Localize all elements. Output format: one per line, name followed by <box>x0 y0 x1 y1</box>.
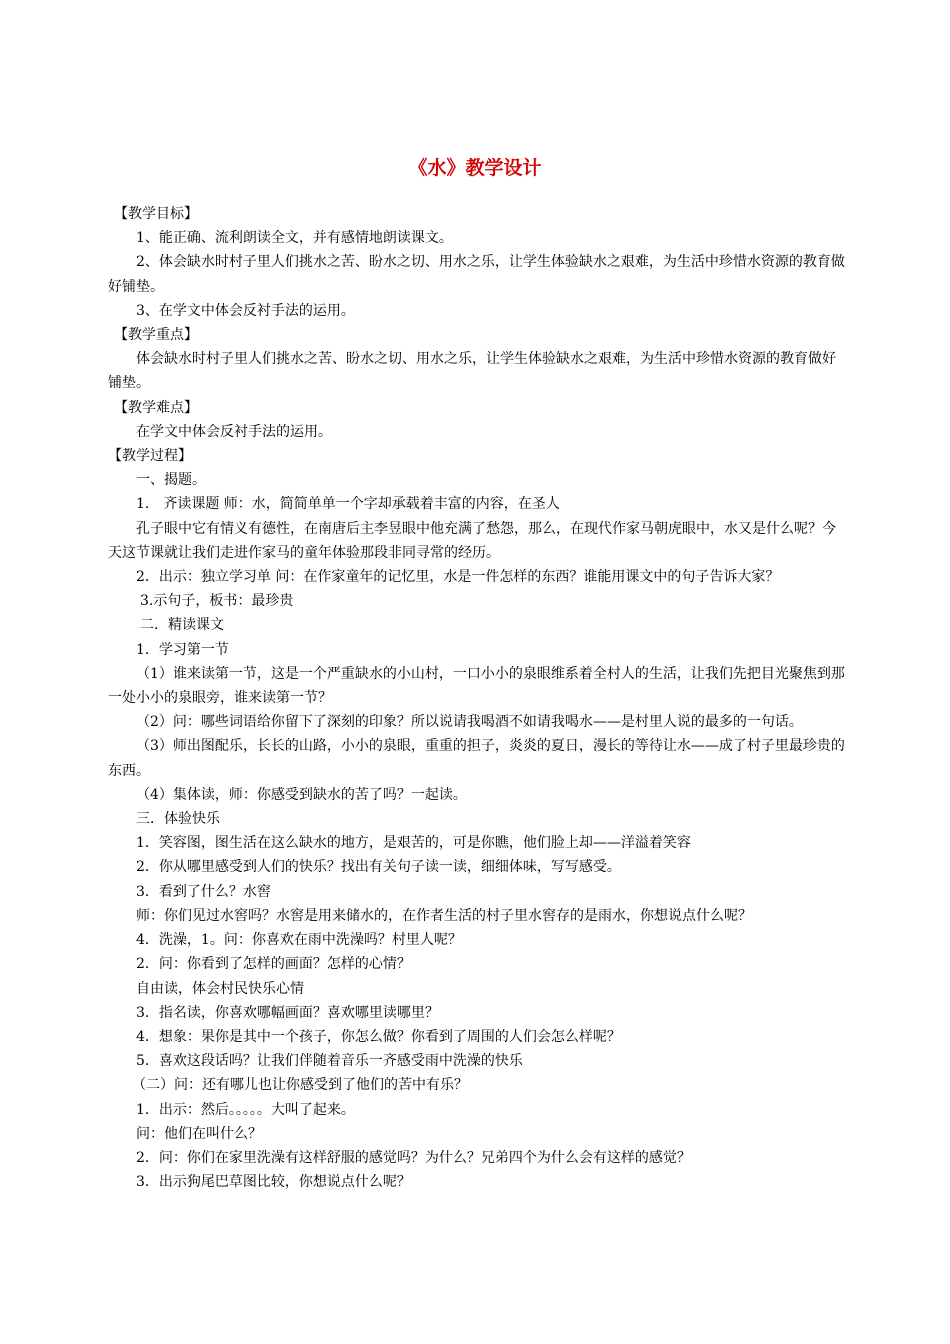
document-title: 《水》教学设计 <box>408 157 542 179</box>
paragraph: 孔子眼中它有情义有德性，在南唐后主李昱眼中他充满了愁怨，那么，在现代作家马朝虎眼中，水又是什么呢？今天这节课就让我们走进作家马的童年体验那段非同寻常的经历。 <box>108 520 836 561</box>
paragraph: 在学文中体会反衬手法的运用。 <box>136 423 332 440</box>
paragraph: 4．想象：果你是其中一个孩子，你怎么做？你看到了周围的人们会怎么样呢？ <box>136 1028 621 1045</box>
paragraph: 3．指名读，你喜欢哪幅画面？喜欢哪里读哪里？ <box>136 1004 439 1021</box>
paragraph: （4）集体读，师：你感受到缺水的苦了吗？一起读。 <box>136 786 467 803</box>
paragraph: 2、体会缺水时村子里人们挑水之苦、盼水之切、用水之乐，让学生体验缺水之艰难，为生活中珍惜水资源的教育做好铺垫。 <box>108 254 845 295</box>
section-heading-process: 【教学过程】 <box>108 448 192 465</box>
paragraph: 3．看到了什么？水窖 <box>136 883 271 900</box>
paragraph: 3、在学文中体会反衬手法的运用。 <box>136 302 355 319</box>
paragraph: 1、能正确、流利朗读全文，并有感情地朗读课文。 <box>136 230 453 247</box>
section-heading-key-points: 【教学重点】 <box>114 327 198 344</box>
paragraph: 3．出示狗尾巴草图比较，你想说点什么呢？ <box>136 1174 411 1191</box>
document-body <box>108 202 846 1194</box>
paragraph: （2）问：哪些词语给你留下了深刻的印象？所以说请我喝酒不如请我喝水——是村里人说的最多的一句话。 <box>136 714 803 731</box>
paragraph: 2．问：你看到了怎样的画面？怎样的心情？ <box>136 956 411 973</box>
paragraph: 1．笑容图，图生活在这么缺水的地方，是艰苦的，可是你瞧，他们脸上却——洋溢着笑容 <box>136 835 691 852</box>
paragraph: （二）问：还有哪儿也让你感受到了他们的苦中有乐？ <box>132 1077 468 1094</box>
paragraph: （1）谁来读第一节，这是一个严重缺水的小山村，一口小小的泉眼维系着全村人的生活，让我们先把目光聚焦到那一处小小的泉眼旁，谁来读第一节？ <box>108 665 845 707</box>
paragraph: 三．体验快乐 <box>136 811 220 828</box>
paragraph: 一、揭题。 <box>136 472 206 489</box>
section-heading-objectives: 【教学目标】 <box>114 206 198 222</box>
paragraph: 2．你从哪里感受到人们的快乐？找出有关句子读一读，细细体味，写写感受。 <box>136 859 621 876</box>
paragraph: 问：他们在叫什么？ <box>136 1125 262 1142</box>
paragraph: 1．学习第一节 <box>136 641 229 658</box>
paragraph: 4．洗澡，1。问：你喜欢在雨中洗澡吗？村里人呢？ <box>136 932 462 949</box>
paragraph: 2．问：你们在家里洗澡有这样舒服的感觉吗？为什么？兄弟四个为什么会有这样的感觉？ <box>136 1149 691 1166</box>
paragraph: （3）师出图配乐，长长的山路，小小的泉眼，重重的担子，炎炎的夏日，漫长的等待让水——成了村子里最珍贵的东西。 <box>108 738 845 779</box>
section-heading-difficulties: 【教学难点】 <box>114 399 198 416</box>
paragraph: 二．精读课文 <box>140 617 224 634</box>
paragraph: 1. 齐读课题 师：水，简简单单一个字却承载着丰富的内容，在圣人 <box>136 496 560 513</box>
paragraph: 体会缺水时村子里人们挑水之苦、盼水之切、用水之乐，让学生体验缺水之艰难，为生活中珍惜水资源的教育做好铺垫。 <box>108 351 836 392</box>
paragraph: 师：你们见过水窖吗？水窖是用来储水的，在作者生活的村子里水窖存的是雨水，你想说点什么呢？ <box>136 907 752 924</box>
paragraph: 3.示句子，板书：最珍贵 <box>140 593 294 610</box>
paragraph: 1．出示：然后。。。。。大叫了起来。 <box>136 1101 355 1118</box>
paragraph: 5．喜欢这段话吗？让我们伴随着音乐一齐感受雨中洗澡的快乐 <box>136 1053 523 1070</box>
paragraph: 自由读，体会村民快乐心情 <box>136 980 304 997</box>
paragraph: 2．出示：独立学习单 问：在作家童年的记忆里，水是一件怎样的东西？谁能用课文中的句子告诉大家？ <box>136 569 780 586</box>
